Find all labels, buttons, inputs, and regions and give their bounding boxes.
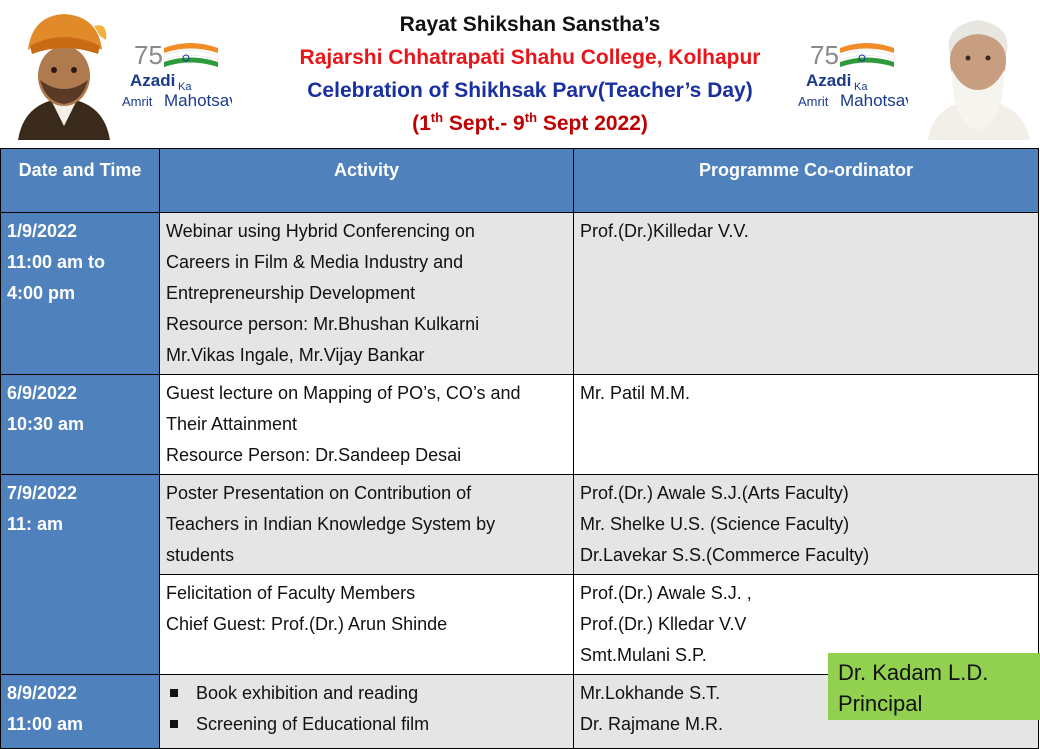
activity-line: Entrepreneurship Development [166,283,416,303]
activity-line: Resource Person: Dr.Sandeep Desai [166,445,462,465]
activity-line: Webinar using Hybrid Conferencing on [166,221,475,241]
activity-line: Mr.Vikas Ingale, Mr.Vijay Bankar [166,345,425,365]
activity-line: students [166,545,235,565]
principal-signature-box [828,653,1040,720]
activity-line: Chief Guest: Prof.(Dr.) Arun Shinde [166,614,448,634]
karmaveer-portrait-image [922,6,1034,140]
column-header-activity: Activity [160,149,574,213]
date-text: 6/9/2022 [7,383,78,403]
activity-cell [160,575,574,675]
table-row [1,213,1039,375]
azadi-ka-amrit-mahotsav-logo [796,34,908,114]
date-text: 8/9/2022 [7,683,78,703]
time-text: 11:00 am to [7,252,106,272]
svg-text:Mahotsav: Mahotsav [164,91,232,110]
svg-text:75: 75 [810,40,839,70]
founder-portrait-image [8,6,120,140]
principal-name: Dr. Kadam L.D. [838,660,989,685]
activity-line: Screening of Educational film [196,714,430,734]
coordinator-name: Mr.Lokhande S.T. [580,683,721,703]
event-dates: (1th Sept.- 9th Sept 2022) [412,110,648,135]
activity-line: Guest lecture on Mapping of PO’s, CO’s and [166,383,521,403]
coordinator-name: Prof.(Dr.) Awale S.J.(Arts Faculty) [580,483,849,503]
bullet-item [166,678,567,709]
coordinator-name: Prof.(Dr.)Killedar V.V. [580,221,749,241]
table-row [1,475,1039,575]
svg-text:75: 75 [134,40,163,70]
activity-cell [160,475,574,575]
time-text: 4:00 pm [7,283,76,303]
coordinator-name: Prof.(Dr.) Klledar V.V [580,614,747,634]
date-cell [1,375,160,475]
table-row [1,375,1039,475]
coordinator-name: Mr. Patil M.M. [580,383,691,403]
title-block [255,8,805,140]
coordinator-cell [574,375,1039,475]
column-header-date-time: Date and Time [1,149,160,213]
column-header-coordinator: Programme Co-ordinator [574,149,1039,213]
svg-text:Ka: Ka [854,81,868,93]
activity-line: Careers in Film & Media Industry and [166,252,464,272]
event-title: Celebration of Shikhsak Parv(Teacher’s Day) [307,79,753,102]
bullet-square-icon [170,689,178,697]
svg-text:Amrit: Amrit [798,94,829,109]
svg-text:Azadi: Azadi [130,71,176,90]
bullet-square-icon [170,720,178,728]
coordinator-name: Dr.Lavekar S.S.(Commerce Faculty) [580,545,870,565]
coordinator-name: Dr. Rajmane M.R. [580,714,724,734]
svg-text:Ka: Ka [178,81,192,93]
date-text: 7/9/2022 [7,483,78,503]
svg-text:Amrit: Amrit [122,94,153,109]
coordinator-cell [574,475,1039,575]
page-header [0,0,1040,148]
azadi-ka-amrit-mahotsav-logo [120,34,232,114]
time-text: 10:30 am [7,414,85,434]
date-cell [1,675,160,749]
activity-line: Poster Presentation on Contribution of [166,483,472,503]
activity-cell [160,675,574,749]
bullet-item [166,709,567,740]
activity-line: Book exhibition and reading [196,683,419,703]
activity-line: Their Attainment [166,414,298,434]
svg-text:Mahotsav: Mahotsav [840,91,908,110]
time-text: 11:00 am [7,714,84,734]
coordinator-name: Prof.(Dr.) Awale S.J. , [580,583,752,603]
activity-line: Felicitation of Faculty Members [166,583,416,603]
college-name: Rajarshi Chhatrapati Shahu College, Kolhapur [299,46,761,69]
activity-line: Teachers in Indian Knowledge System by [166,514,496,534]
principal-title: Principal [838,691,923,716]
activity-line: Resource person: Mr.Bhushan Kulkarni [166,314,480,334]
time-text: 11: am [7,514,64,534]
date-cell [1,475,160,675]
date-text: 1/9/2022 [7,221,78,241]
table-header-row [1,149,1039,213]
svg-text:Azadi: Azadi [806,71,852,90]
activity-cell [160,213,574,375]
coordinator-name: Smt.Mulani S.P. [580,645,707,665]
coordinator-name: Mr. Shelke U.S. (Science Faculty) [580,514,850,534]
organization-name: Rayat Shikshan Sanstha’s [399,13,661,36]
activity-cell [160,375,574,475]
date-cell [1,213,160,375]
coordinator-cell [574,213,1039,375]
